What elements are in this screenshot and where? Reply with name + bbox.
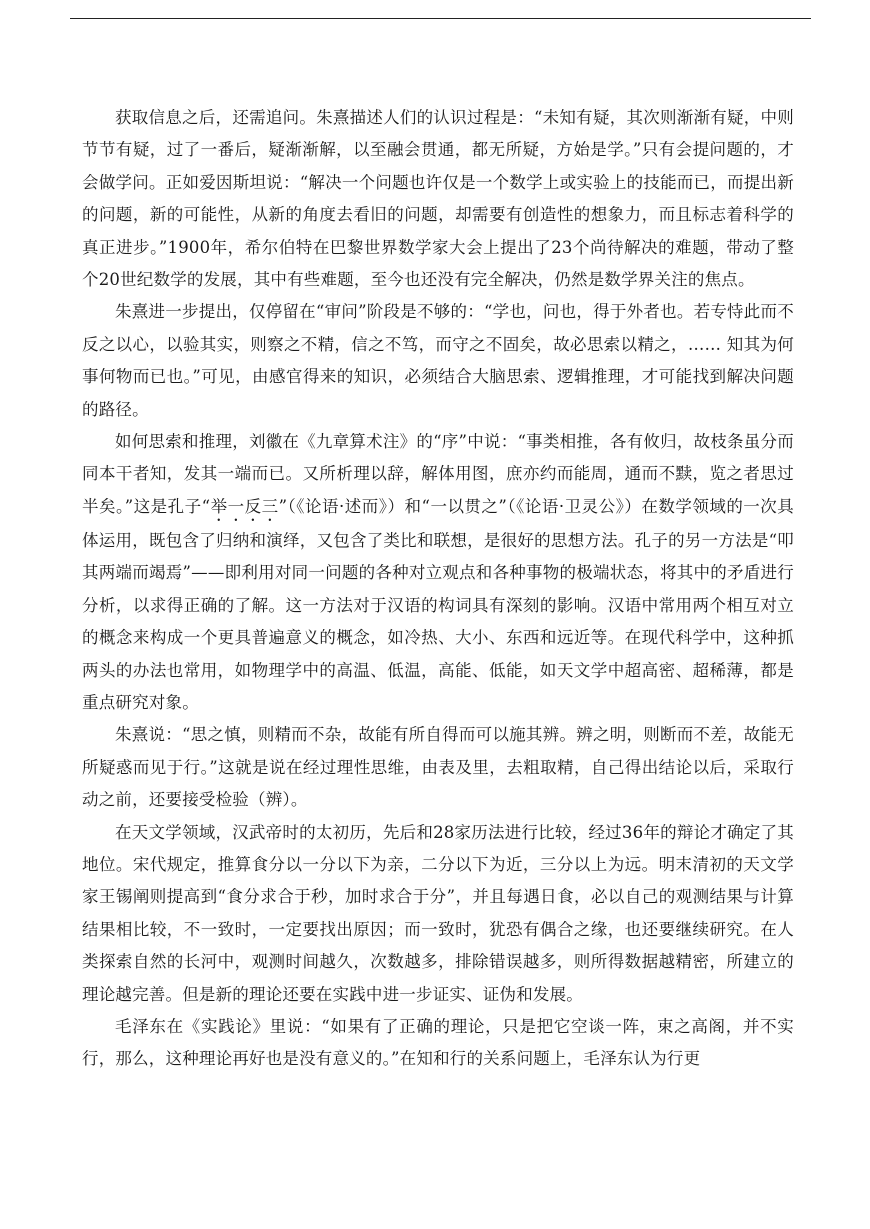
paragraph-4: 朱熹说：“思之慎，则精而不杂，故能有所自得而可以施其辨。辨之明，则断而不差，故能无所疑惑而见于行。”这就是说在经过理性思维，由表及里，去粗取精，自己得出结论以后，采取行动之前，还要接受检验（辨）。 bbox=[82, 725, 794, 810]
paragraph-6: 毛泽东在《实践论》里说：“如果有了正确的理论，只是把它空谈一阵，束之高阁，并不实行，那么，这种理论再好也是没有意义的。”在知和行的关系问题上，毛泽东认为行更 bbox=[82, 1016, 794, 1069]
article-body bbox=[82, 102, 794, 1076]
paragraph-5: 在天文学领域，汉武帝时的太初历，先后和28家历法进行比较，经过36年的辩论才确定了其地位。宋代规定，推算食分以一分以下为亲，二分以下为近，三分以上为远。明末清初的天文学家王锡阐则提高到“食分求合于秒，加时求合于分”，并且每遇日食，必以自己的观测结果与计算结果相比较，不一致时，一定要找出原因；而一致时，犹恐有偶合之缘，也还要继续研究。在人类探索自然的长河中，观测时间越久，次数越多，排除错误越多，则所得数据越精密，所建立的理论越完善。但是新的理论还要在实践中进一步证实、证伪和发展。 bbox=[82, 822, 794, 1004]
header-rule bbox=[70, 18, 811, 19]
paragraph-2: 朱熹进一步提出，仅停留在“审问”阶段是不够的：“学也，问也，得于外者也。若专恃此而不反之以心，以验其实，则察之不精，信之不笃，而守之不固矣，故必思索以精之，…… 知其为何事何物而已也。”可见，由感官得来的知识，必须结合大脑思索、逻辑推理，才可能找到解决问题的路径。 bbox=[82, 302, 794, 419]
paragraph-3 bbox=[82, 426, 794, 719]
emphasized-phrase: 举一反三 bbox=[210, 496, 279, 516]
paragraph-1: 获取信息之后，还需追问。朱熹描述人们的认识过程是：“未知有疑，其次则渐渐有疑，中则节节有疑，过了一番后，疑渐渐解，以至融会贯通，都无所疑，方始是学。”只有会提问题的，才会做学问。正如爱因斯坦说：“解决一个问题也许仅是一个数学上或实验上的技能而已，而提出新的问题，新的可能性，从新的角度去看旧的问题，却需要有创造性的想象力，而且标志着科学的真正进步。”1900年，希尔伯特在巴黎世界数学家大会上提出了23个尚待解决的难题，带动了整个20世纪数学的发展，其中有些难题，至今也还没有完全解决，仍然是数学界关注的焦点。 bbox=[82, 108, 794, 290]
paragraph-3-after: ”（《论语·述而》）和“一以贯之”（《论语·卫灵公》）在数学领域的一次具体运用，既包含了归纳和演绎，又包含了类比和联想，是很好的思想方法。孔子的另一方法是“叩其两端而竭焉”——即利用对同一问题的各种对立观点和各种事物的极端状态，将其中的矛盾进行分析，以求得正确的了解。这一方法对于汉语的构词具有深刻的影响。汉语中常用两个相互对立的概念来构成一个更具普遍意义的概念，如冷热、大小、东西和远近等。在现代科学中，这种抓两头的办法也常用，如物理学中的高温、低温，高能、低能，如天文学中超高密、超稀薄，都是重点研究对象。 bbox=[82, 496, 795, 712]
paragraph-3-before: 如何思索和推理，刘徽在《九章算术注》的“序”中说：“事类相推，各有攸归，故枝条虽分而同本干者知，发其一端而已。又所析理以辞，解体用图，庶亦约而能周，通而不黩，览之者思过半矣。”这是孔子“ bbox=[82, 432, 794, 516]
